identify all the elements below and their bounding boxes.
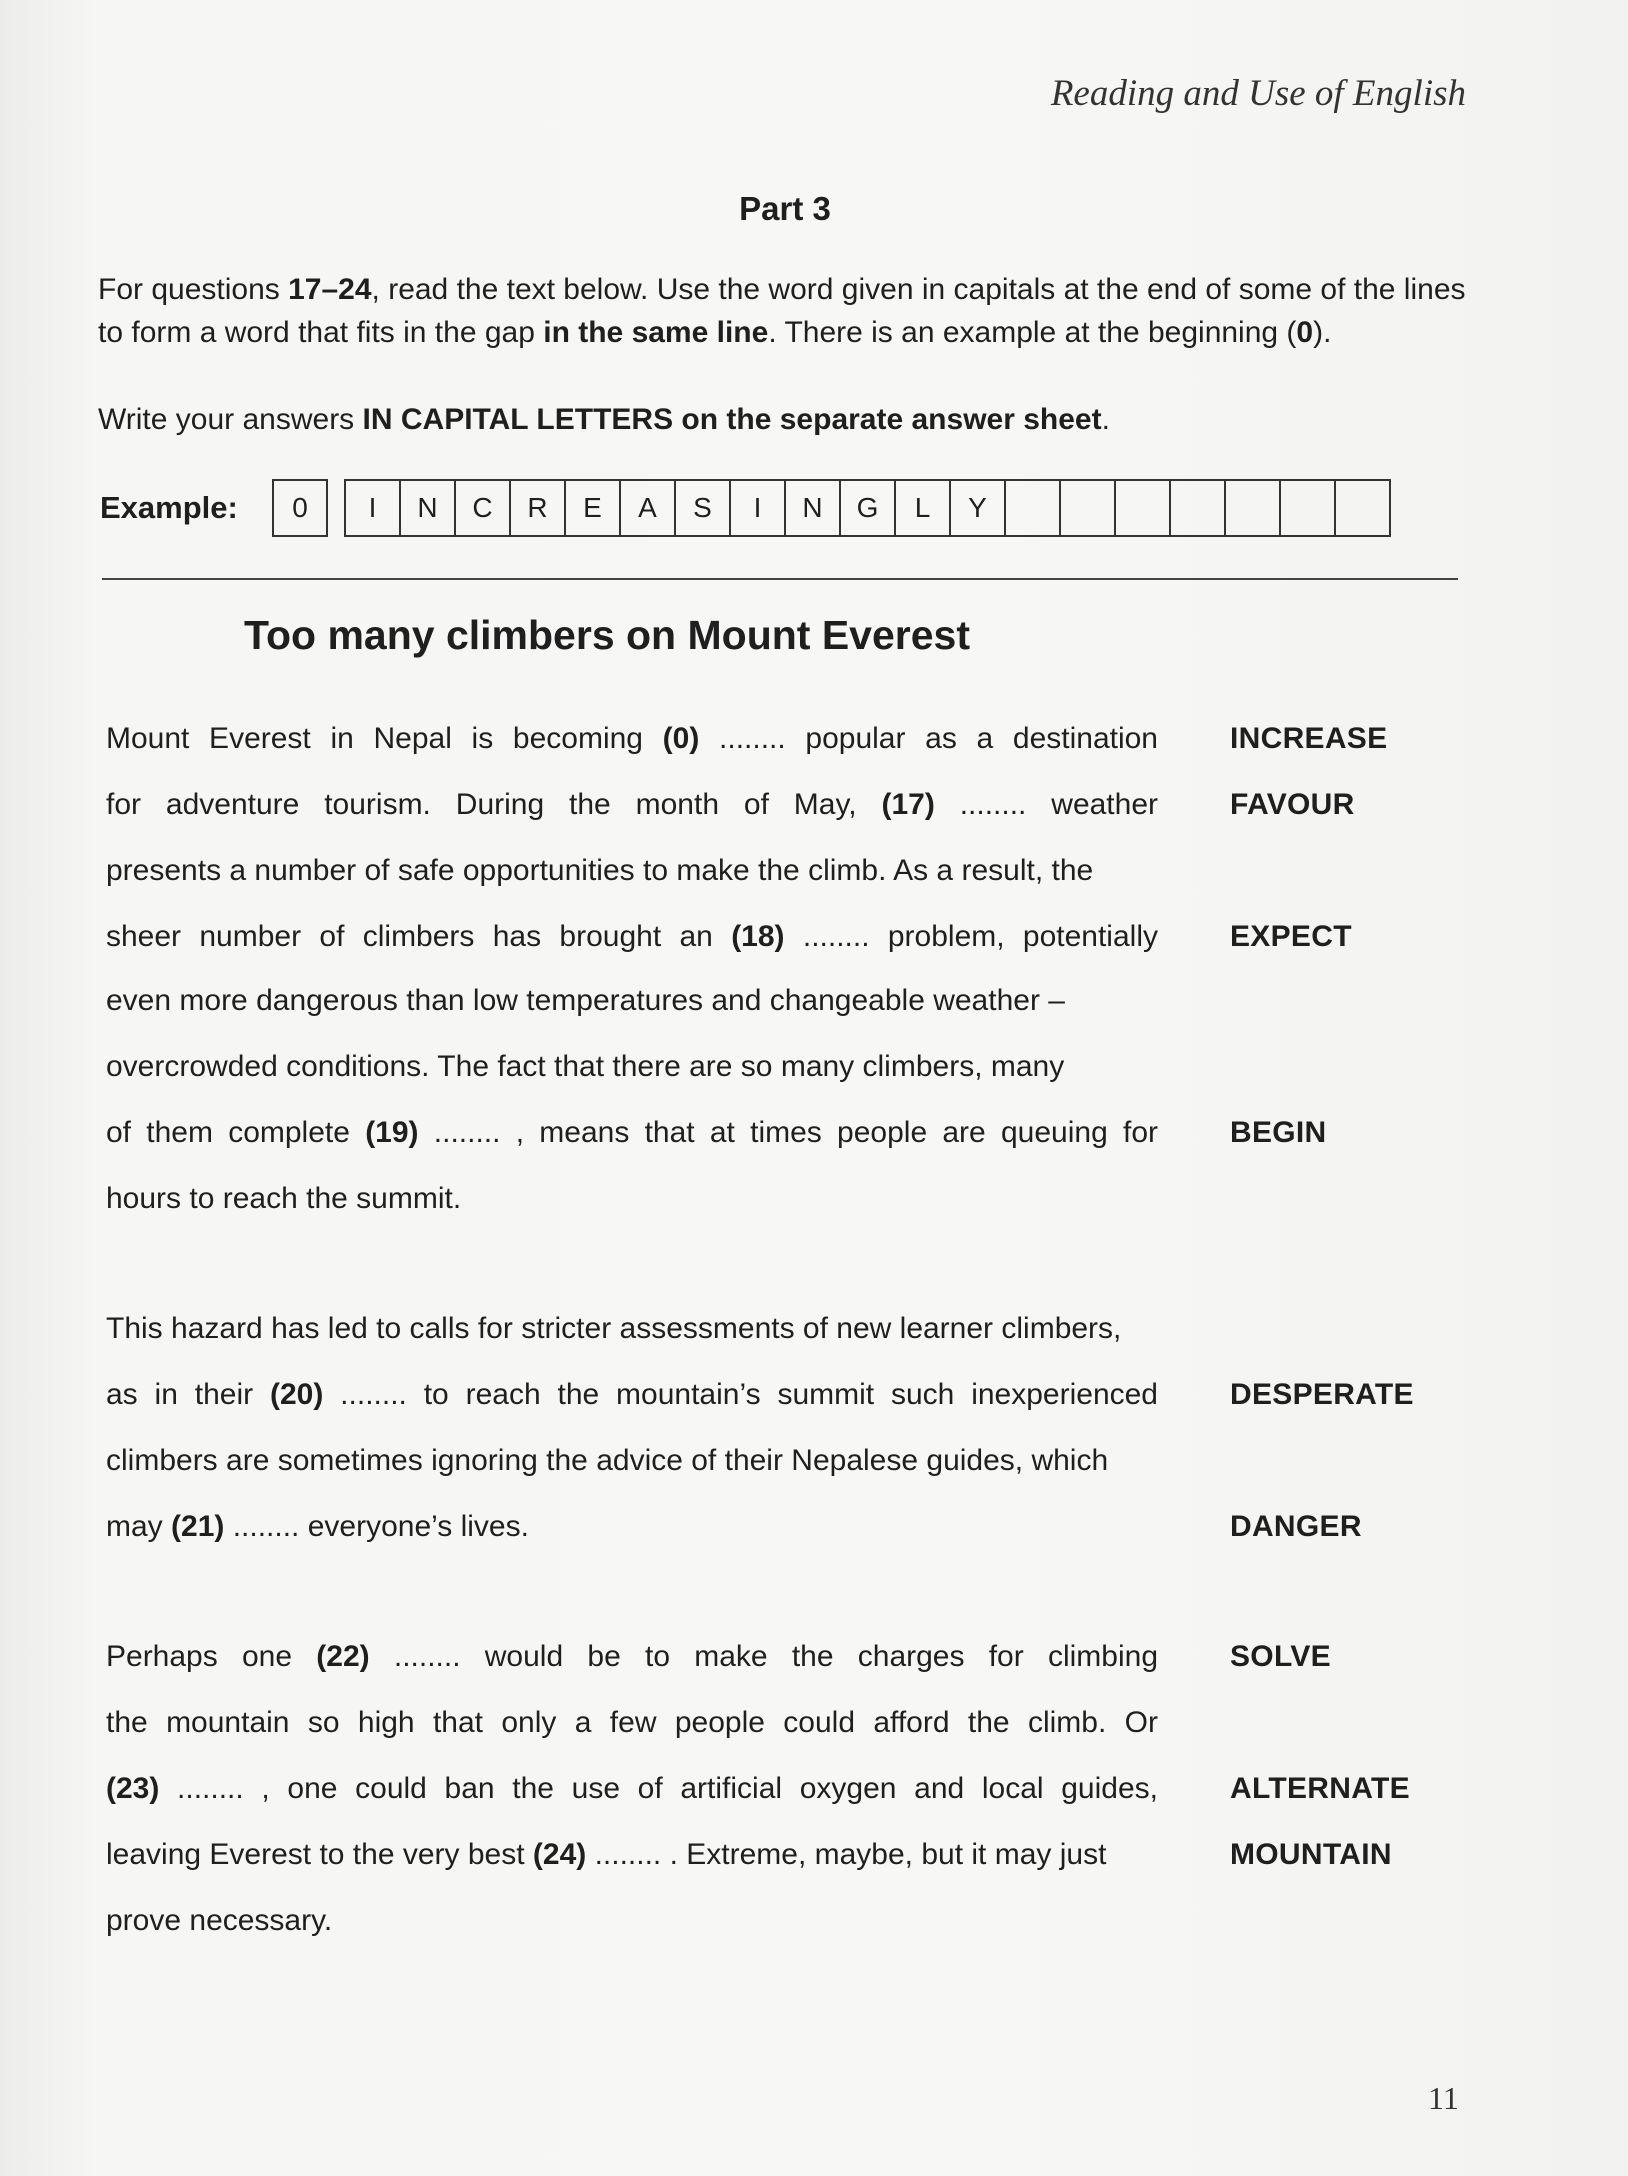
gap-number: (0) [662,722,700,755]
gap-number: (24) [532,1838,587,1871]
keyword-mountain: MOUNTAIN [1230,1838,1392,1871]
passage-text: hours to reach the summit. [106,1182,462,1215]
passage-line [106,920,1158,954]
passage-line [106,1116,1158,1150]
passage-text: the mountain so high that only a few people could afford the climb. Or [106,1706,1158,1739]
example-letter-box: S [676,481,731,535]
passage-line [106,1838,1158,1872]
gap-number: (19) [365,1116,419,1149]
example-label: Example: [100,490,238,525]
example-letter-box: I [731,481,786,535]
instructions-paragraph-2 [98,398,1468,441]
example-letter-box: E [566,481,621,535]
instr-text: ). [1313,316,1332,349]
passage-text: even more dangerous than low temperatures and changeable weather – [106,984,1065,1017]
divider-rule [102,578,1458,580]
passage-text: of them complete [106,1116,366,1149]
gap-number: (18) [731,920,785,953]
passage-text: for adventure tourism. During the month of May, [106,788,882,821]
text-title: Too many climbers on Mount Everest [244,612,970,658]
page-number: 11 [1428,2080,1459,2116]
passage-line [106,984,1158,1018]
passage-text: may [106,1510,172,1543]
example-letter-box: R [511,481,566,535]
example-letter-box: G [841,481,896,535]
keyword-solve: SOLVE [1230,1640,1331,1673]
passage-line [106,1510,1158,1544]
instructions-paragraph-1 [98,268,1468,354]
keyword-expect: EXPECT [1230,920,1352,953]
instr-example-number: 0 [1296,316,1314,349]
example-row [100,478,1391,538]
gap-number: (21) [171,1510,225,1543]
example-letter-box [1006,481,1061,535]
passage-text: overcrowded conditions. The fact that there are so many climbers, many [106,1050,1065,1083]
passage-line [106,1772,1158,1806]
passage-text: ........ everyone’s lives. [224,1510,529,1543]
example-letter-box: A [621,481,676,535]
part-title: Part 3 [739,190,831,227]
passage-text: sheer number of climbers has brought an [106,920,732,953]
gap-number: (17) [881,788,935,821]
example-letter-box [1281,481,1336,535]
keyword-desperate: DESPERATE [1230,1378,1414,1411]
gap-number: (22) [316,1640,370,1673]
example-letter-box [1061,481,1116,535]
passage-line [106,722,1158,756]
passage-line [106,1182,1158,1216]
example-letter-box [1116,481,1171,535]
passage-text: presents a number of safe opportunities to make the climb. As a result, the [106,854,1094,887]
instr-text: For questions [98,273,289,306]
passage-text: ........ to reach the mountain’s summit such inexperienced [323,1378,1158,1411]
passage-text: ........ , one could ban the use of artificial oxygen and local guides, [159,1772,1158,1805]
passage-text: ........ popular as a destination [699,722,1158,755]
example-letter-box: N [786,481,841,535]
example-number-box: 0 [272,479,328,537]
passage-line [106,854,1158,888]
instr-question-range: 17–24 [288,273,372,306]
passage-line [106,788,1158,822]
passage-text: ........ would be to make the charges for climbing [369,1640,1158,1673]
example-letter-box [1171,481,1226,535]
instr-text: , read the text below. Use the word given in capitals at the end of some of the lines to form a word that fits in the gap [98,273,1466,349]
passage-line [106,1904,1158,1938]
passage-text: prove necessary. [106,1904,333,1937]
example-letter-box: N [401,481,456,535]
keyword-alternate: ALTERNATE [1230,1772,1410,1805]
passage-text: leaving Everest to the very best [106,1838,533,1871]
instr-emphasis: IN CAPITAL LETTERS on the separate answer sheet [362,403,1102,436]
passage-text: This hazard has led to calls for stricter assessments of new learner climbers, [106,1312,1122,1345]
example-letter-box [1336,481,1389,535]
passage-line [106,1312,1158,1346]
passage-text: climbers are sometimes ignoring the advice of their Nepalese guides, which [106,1444,1109,1477]
instr-text: Write your answers [98,403,363,436]
running-head: Reading and Use of English [1050,73,1466,114]
passage-line [106,1050,1158,1084]
passage-line [106,1706,1158,1740]
keyword-danger: DANGER [1230,1510,1362,1543]
keyword-begin: BEGIN [1230,1116,1327,1149]
passage-text: ........ . Extreme, maybe, but it may just [586,1838,1107,1871]
passage-text: as in their [106,1378,270,1411]
passage-text: ........ weather [934,788,1159,821]
instructions [98,268,1468,441]
passage-line [106,1640,1158,1674]
example-letter-box: C [456,481,511,535]
example-letter-box: L [896,481,951,535]
passage-line [106,1378,1158,1412]
instr-text: . [1101,403,1110,436]
instr-emphasis: in the same line [543,316,769,349]
passage-text: Mount Everest in Nepal is becoming [106,722,663,755]
gap-number: (23) [106,1772,160,1805]
passage-text: ........ , means that at times people are queuing for [418,1116,1159,1149]
passage-text: Perhaps one [106,1640,317,1673]
keyword-favour: FAVOUR [1230,788,1355,821]
example-letter-box [1226,481,1281,535]
example-answer-boxes [344,479,1391,537]
instr-text: . There is an example at the beginning ( [768,316,1297,349]
keyword-increase: INCREASE [1230,722,1388,755]
example-letter-box: Y [951,481,1006,535]
example-letter-box: I [346,481,401,535]
gap-number: (20) [269,1378,324,1411]
passage-text: ........ problem, potentially [784,920,1158,953]
passage-line [106,1444,1158,1478]
